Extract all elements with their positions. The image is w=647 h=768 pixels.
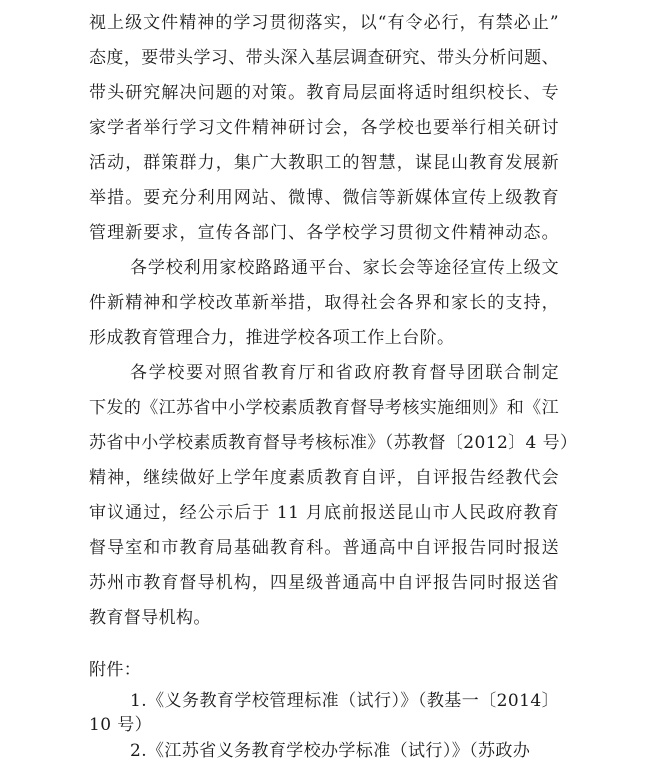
attachment-item-1-line-2: 10 号） — [89, 715, 153, 735]
text-line: 形成教育管理合力，推进学校各项工作上台阶。 — [89, 328, 455, 348]
text-line: 各学校要对照省教育厅和省政府教育督导团联合制定 — [130, 363, 559, 383]
text-line: 件新精神和学校改革新举措，取得社会各界和家长的支持， — [89, 293, 559, 313]
text-line: 审议通过，经公示后于 11 月底前报送昆山市人民政府教育 — [89, 503, 559, 523]
text-line: 教育督导机构。 — [89, 608, 211, 628]
text-line: 苏州市教育督导机构，四星级普通高中自评报告同时报送省 — [89, 573, 559, 593]
text-line: 各学校利用家校路路通平台、家长会等途径宣传上级文 — [130, 258, 559, 278]
attachment-item-1-line-1: 1.《义务教育学校管理标准（试行）》（教基一〔2014〕 — [130, 691, 559, 711]
text-line: 举措。要充分利用网站、微博、微信等新媒体宣传上级教育 — [89, 188, 559, 208]
attachment-item-2-line-1: 2.《江苏省义务教育学校办学标准（试行）》（苏政办 — [130, 741, 531, 761]
text-line: 苏省中小学校素质教育督导考核标准》（苏教督〔2012〕4 号） — [89, 433, 578, 453]
text-line: 管理新要求，宣传各部门、各学校学习贯彻文件精神动态。 — [89, 223, 559, 243]
text-line: 督导室和市教育局基础教育科。普通高中自评报告同时报送 — [89, 538, 559, 558]
text-line: 下发的《江苏省中小学校素质教育督导考核实施细则》和《江 — [89, 398, 559, 418]
text-line: 家学者举行学习文件精神研讨会，各学校也要举行相关研讨 — [89, 118, 559, 138]
text-line: 活动，群策群力，集广大教职工的智慧，谋昆山教育发展新 — [89, 153, 559, 173]
text-line: 视上级文件精神的学习贯彻落实，以“有令必行，有禁必止” — [89, 13, 559, 33]
text-line: 带头研究解决问题的对策。教育局层面将适时组织校长、专 — [89, 83, 559, 103]
attachments-heading: 附件： — [89, 660, 142, 680]
text-line: 态度，要带头学习、带头深入基层调查研究、带头分析问题、 — [89, 48, 559, 68]
text-line: 精神，继续做好上学年度素质教育自评，自评报告经教代会 — [89, 468, 559, 488]
